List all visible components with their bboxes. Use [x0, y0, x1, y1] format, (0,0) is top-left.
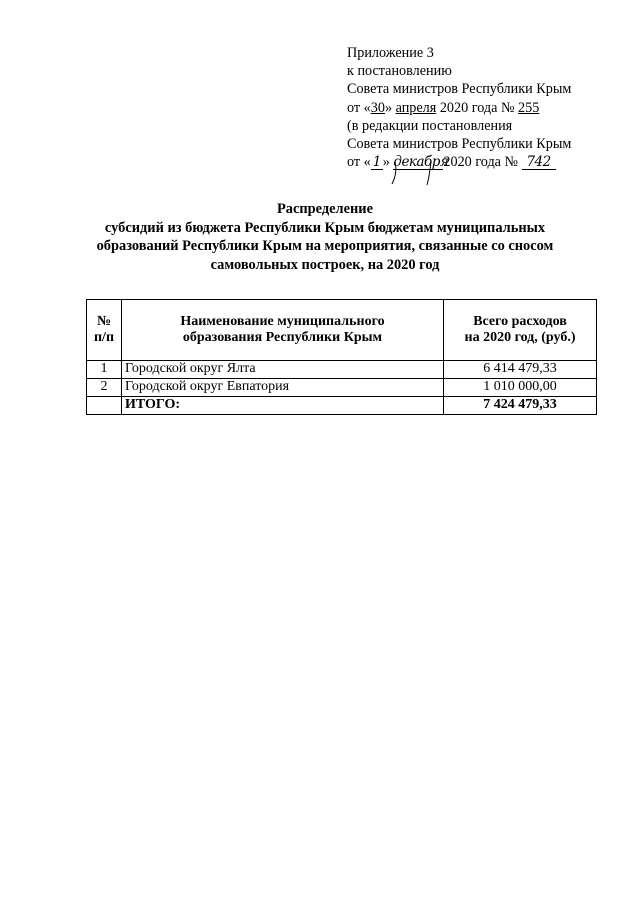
header-municipality	[122, 300, 444, 361]
resolution-month: апреля	[395, 99, 437, 116]
line7-prefix: от «	[347, 154, 371, 171]
appendix-line-1: Приложение 3	[347, 45, 434, 61]
appendix-reference	[347, 44, 632, 171]
total-label: ИТОГО:	[122, 397, 444, 415]
header-total-expenses	[444, 300, 597, 361]
amendment-month-handwritten: декабря	[393, 154, 449, 171]
document-title	[60, 200, 590, 274]
appendix-line-5: (в редакции постановления	[347, 117, 513, 134]
row-number: 1	[87, 361, 122, 379]
line4-prefix: от «	[347, 99, 371, 116]
line4-mid1: »	[384, 99, 396, 116]
header-municipality-line-1: Наименование муниципального	[180, 313, 385, 329]
appendix-line-7	[347, 153, 632, 171]
table-total-row	[87, 397, 597, 415]
title-line-3: образований Республики Крым на мероприятия, связанные со сносом	[96, 238, 554, 255]
header-number	[87, 300, 122, 361]
row-municipality: Городской округ Ялта	[122, 361, 444, 379]
title-line-2: субсидий из бюджета Республики Крым бюджетам муниципальных	[104, 219, 546, 236]
row-municipality: Городской округ Евпатория	[122, 379, 444, 397]
header-number-line-1: №	[96, 313, 112, 329]
title-line-4: самовольных построек, на 2020 год	[210, 256, 440, 273]
line7-mid1: »	[382, 154, 394, 171]
table-header-row	[87, 300, 597, 361]
appendix-line-4	[347, 99, 632, 117]
row-number: 2	[87, 379, 122, 397]
table-row	[87, 361, 597, 379]
total-amount: 7 424 479,33	[444, 397, 597, 415]
table-row	[87, 379, 597, 397]
header-number-line-2: п/п	[93, 330, 115, 345]
resolution-number: 255	[518, 99, 540, 116]
total-number	[87, 397, 122, 415]
title-line-1: Распределение	[277, 201, 373, 217]
row-amount: 1 010 000,00	[444, 379, 597, 397]
header-total-expenses-line-2: на 2020 год, (руб.)	[464, 330, 576, 345]
line4-mid2: 2020 года №	[436, 99, 519, 116]
appendix-line-3: Совета министров Республики Крым	[347, 81, 572, 98]
appendix-line-2: к постановлению	[347, 63, 452, 80]
appendix-line-6: Совета министров Республики Крым	[347, 135, 572, 152]
row-amount: 6 414 479,33	[444, 361, 597, 379]
line7-mid2: 2020 года №	[443, 154, 522, 171]
header-total-expenses-line-1: Всего расходов	[473, 313, 567, 329]
resolution-day: 30	[370, 99, 385, 116]
header-municipality-line-2: образования Республики Крым	[182, 330, 383, 345]
subsidy-table	[86, 299, 597, 415]
amendment-day-handwritten: 1	[372, 154, 381, 171]
amendment-number-handwritten: 742	[522, 155, 556, 170]
